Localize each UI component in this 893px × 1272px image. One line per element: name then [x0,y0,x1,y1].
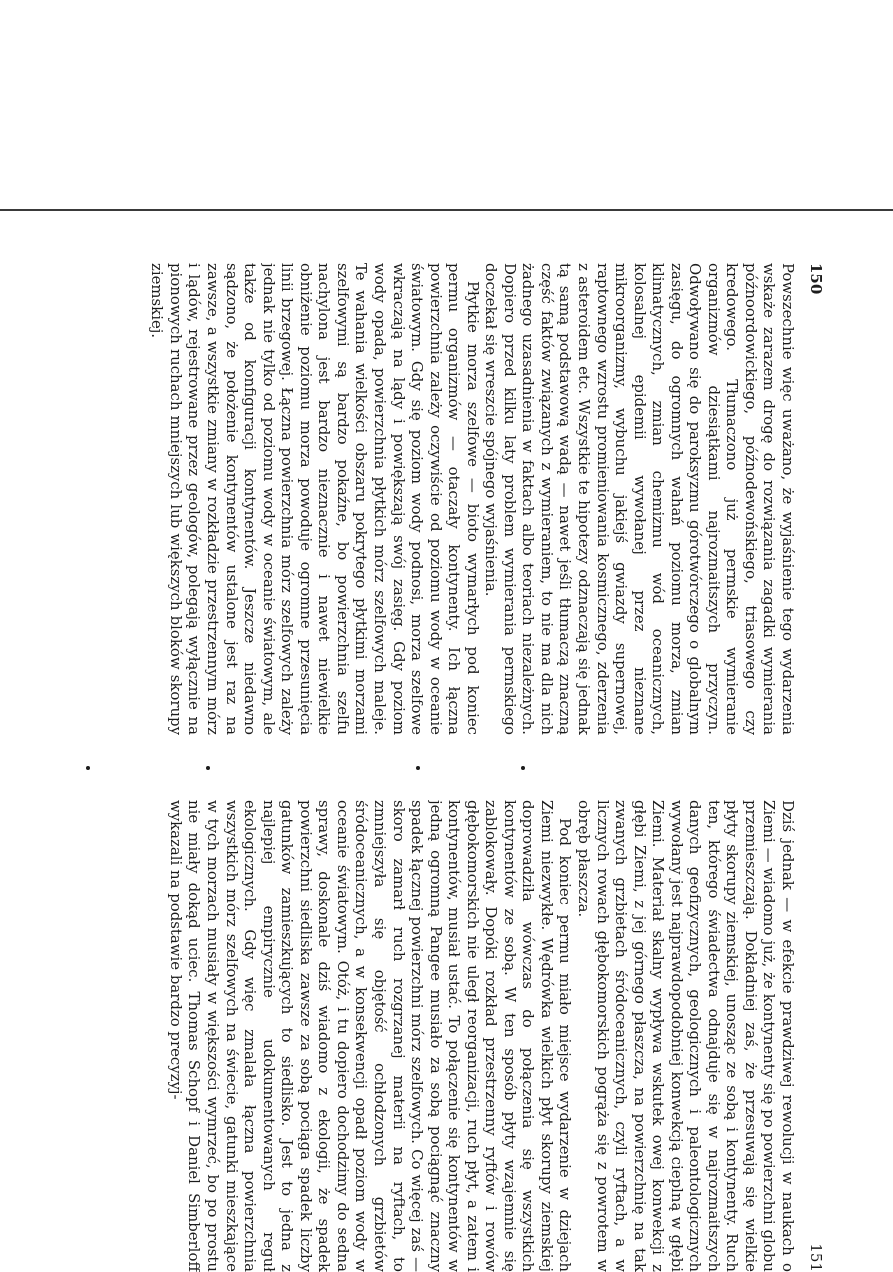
paragraph: Powszechnie więc uważano, że wyjaśnienie tego wydarzenia wskaże zarazem drogę do rozwiązania zagadki wymierania późnoordowickiego, późnodewońskiego, triasowego czy kredowego. Tłumaczono już permskie wymieranie organizmów dziesiątkami najrozmaitszych przyczyn. Odwoływano się do paroksyzmu górotwórczego o globalnym zasięgu, do ogromnych wahań poziomu morza, zmian klimatycznych, zmian chemizmu wód oceanicznych, kolosalnej epidemii wywołanej przez nieznane mikroorganizmy, wybuchu jakiejś gwiazdy supernowej, raptownego wzrostu promieniowania kosmicznego, zderzenia z asteroidem etc. Wszystkie te hipotezy odznaczają się jednak tą samą podstawową wadą — nawet jeśli tłumaczą znaczną część faktów związanych z wymieraniem, to nie ma dla nich żadnego uzasadnienia w faktach albo teoriach niezależnych. Dopiero przed kilku laty problem wymierania permskiego doczekał się wreszcie spójnego wyjaśnienia. [482,263,797,735]
margin-dot [206,766,210,770]
left-page-text [87,263,797,735]
left-page [82,263,825,735]
right-page-text [87,800,797,1272]
right-page [82,800,825,1272]
margin-dot [86,766,90,770]
margin-dot [416,766,420,770]
page-edge-rule [0,209,893,211]
left-page-number: 150 [807,263,825,295]
paragraph: Dziś jednak — w efekcie prawdziwej rewolucji w naukach o Ziemi — wiadomo już, że kontynenty się po powierzchni globu przemieszczają. Dokładniej zaś, że przesuwają się wielkie płyty skorupy ziemskiej, unosząc ze sobą i kontynenty. Ruch ten, którego świadectwa odnajduje się w najrozmaitszych danych geofizycznych, geologicznych i paleontologicznych wywołany jest najprawdopodobniej konwekcją cieplną w głębi Ziemi. Materiał skalny wypływa wskutek owej konwekcji z głębi Ziemi, z jej górnego płaszcza, na powierzchnię na tak zwanych grzbietach śródoceanicznych, czyli ryftach, a w licznych rowach głębokomorskich pogrąża się z powrotem w obręb płaszcza. [574,800,797,1272]
margin-dot [521,766,525,770]
book-spread [82,263,825,1272]
paragraph: Pod koniec permu miało miejsce wydarzenie w dziejach Ziemi niezwykłe. Wędrówka wielkich płyt skorupy ziemskiej doprowadziła wówczas do połączenia się wszystkich kontynentów ze sobą. W ten sposób płyty wzajemnie się zablokowały. Dopóki rozkład przestrzenny ryftów i rowów głębokomorskich nie uległ reorganizacji, ruch płyt, a zatem i kontynentów, musiał ustać. To połączenie się kontynentów w jedną ogromną Pangee musiało za sobą pociągnąć znaczny spadek łącznej powierzchni mórz szelfowych. Co więcej zaś — skoro zamarł ruch rozgrzanej materii na ryftach, to zmniejszyła się objętość ochłodzonych grzbietów śródoceanicznych, a w konsekwencji opadł poziom wody w oceanie światowym. Otóż, i tu dopiero dochodzimy do sedna sprawy, doskonale dziś wiadomo z ekologii, że spadek powierzchni siedliska zawsze za sobą pociąga spadek liczby gatunków zamieszkujących to siedlisko. Jest to jedna z najlepiej empirycznie udokumentowanych reguł ekologicznych. Gdy więc zmalała łączna powierzchnia wszystkich mórz szelfowych na świecie, gatunki mieszkające w tych morzach musiały w większości wymrzeć, bo po prostu nie miały dokąd uciec. Thomas Schopf i Daniel Simberloff wykazali na podstawie bardzo precyzyj- [166,800,575,1272]
paragraph: Płytkie morza szelfowe — bioto wymarłych pod koniec permu organizmów — otaczały kontynenty. Ich łączna powierzchnia zależy oczywiście od poziomu wody w oceanie światowym. Gdy się poziom wody podnosi, morza szelfowe wkraczają na lądy i powiększają swój zasięg. Gdy poziom wody opada, powierzchnia płytkich mórz szelfowych maleje. Te wahania wielkości obszaru pokrytego płytkimi morzami szelfowymi są bardzo pokaźne, bo powierzchnia szelfu nachylona jest bardzo nieznacznie i nawet niewielkie obniżenie poziomu morza powoduje ogromne przesunięcia linii brzegowej. Łączna powierzchnia mórz szelfowych zależy jednak nie tylko od poziomu wody w oceanie światowym, ale także od konfiguracji kontynentów. Jeszcze niedawno sądzono, że położenie kontynentów ustalone jest raz na zawsze, a wszystkie zmiany w rozkładzie przestrzennym mórz i lądów, rejestrowane przez geologów, polegają wyłącznie na pionowych ruchach mniejszych lub większych bloków skorupy ziemskiej. [148,263,482,735]
right-page-number: 151 [807,1243,825,1272]
